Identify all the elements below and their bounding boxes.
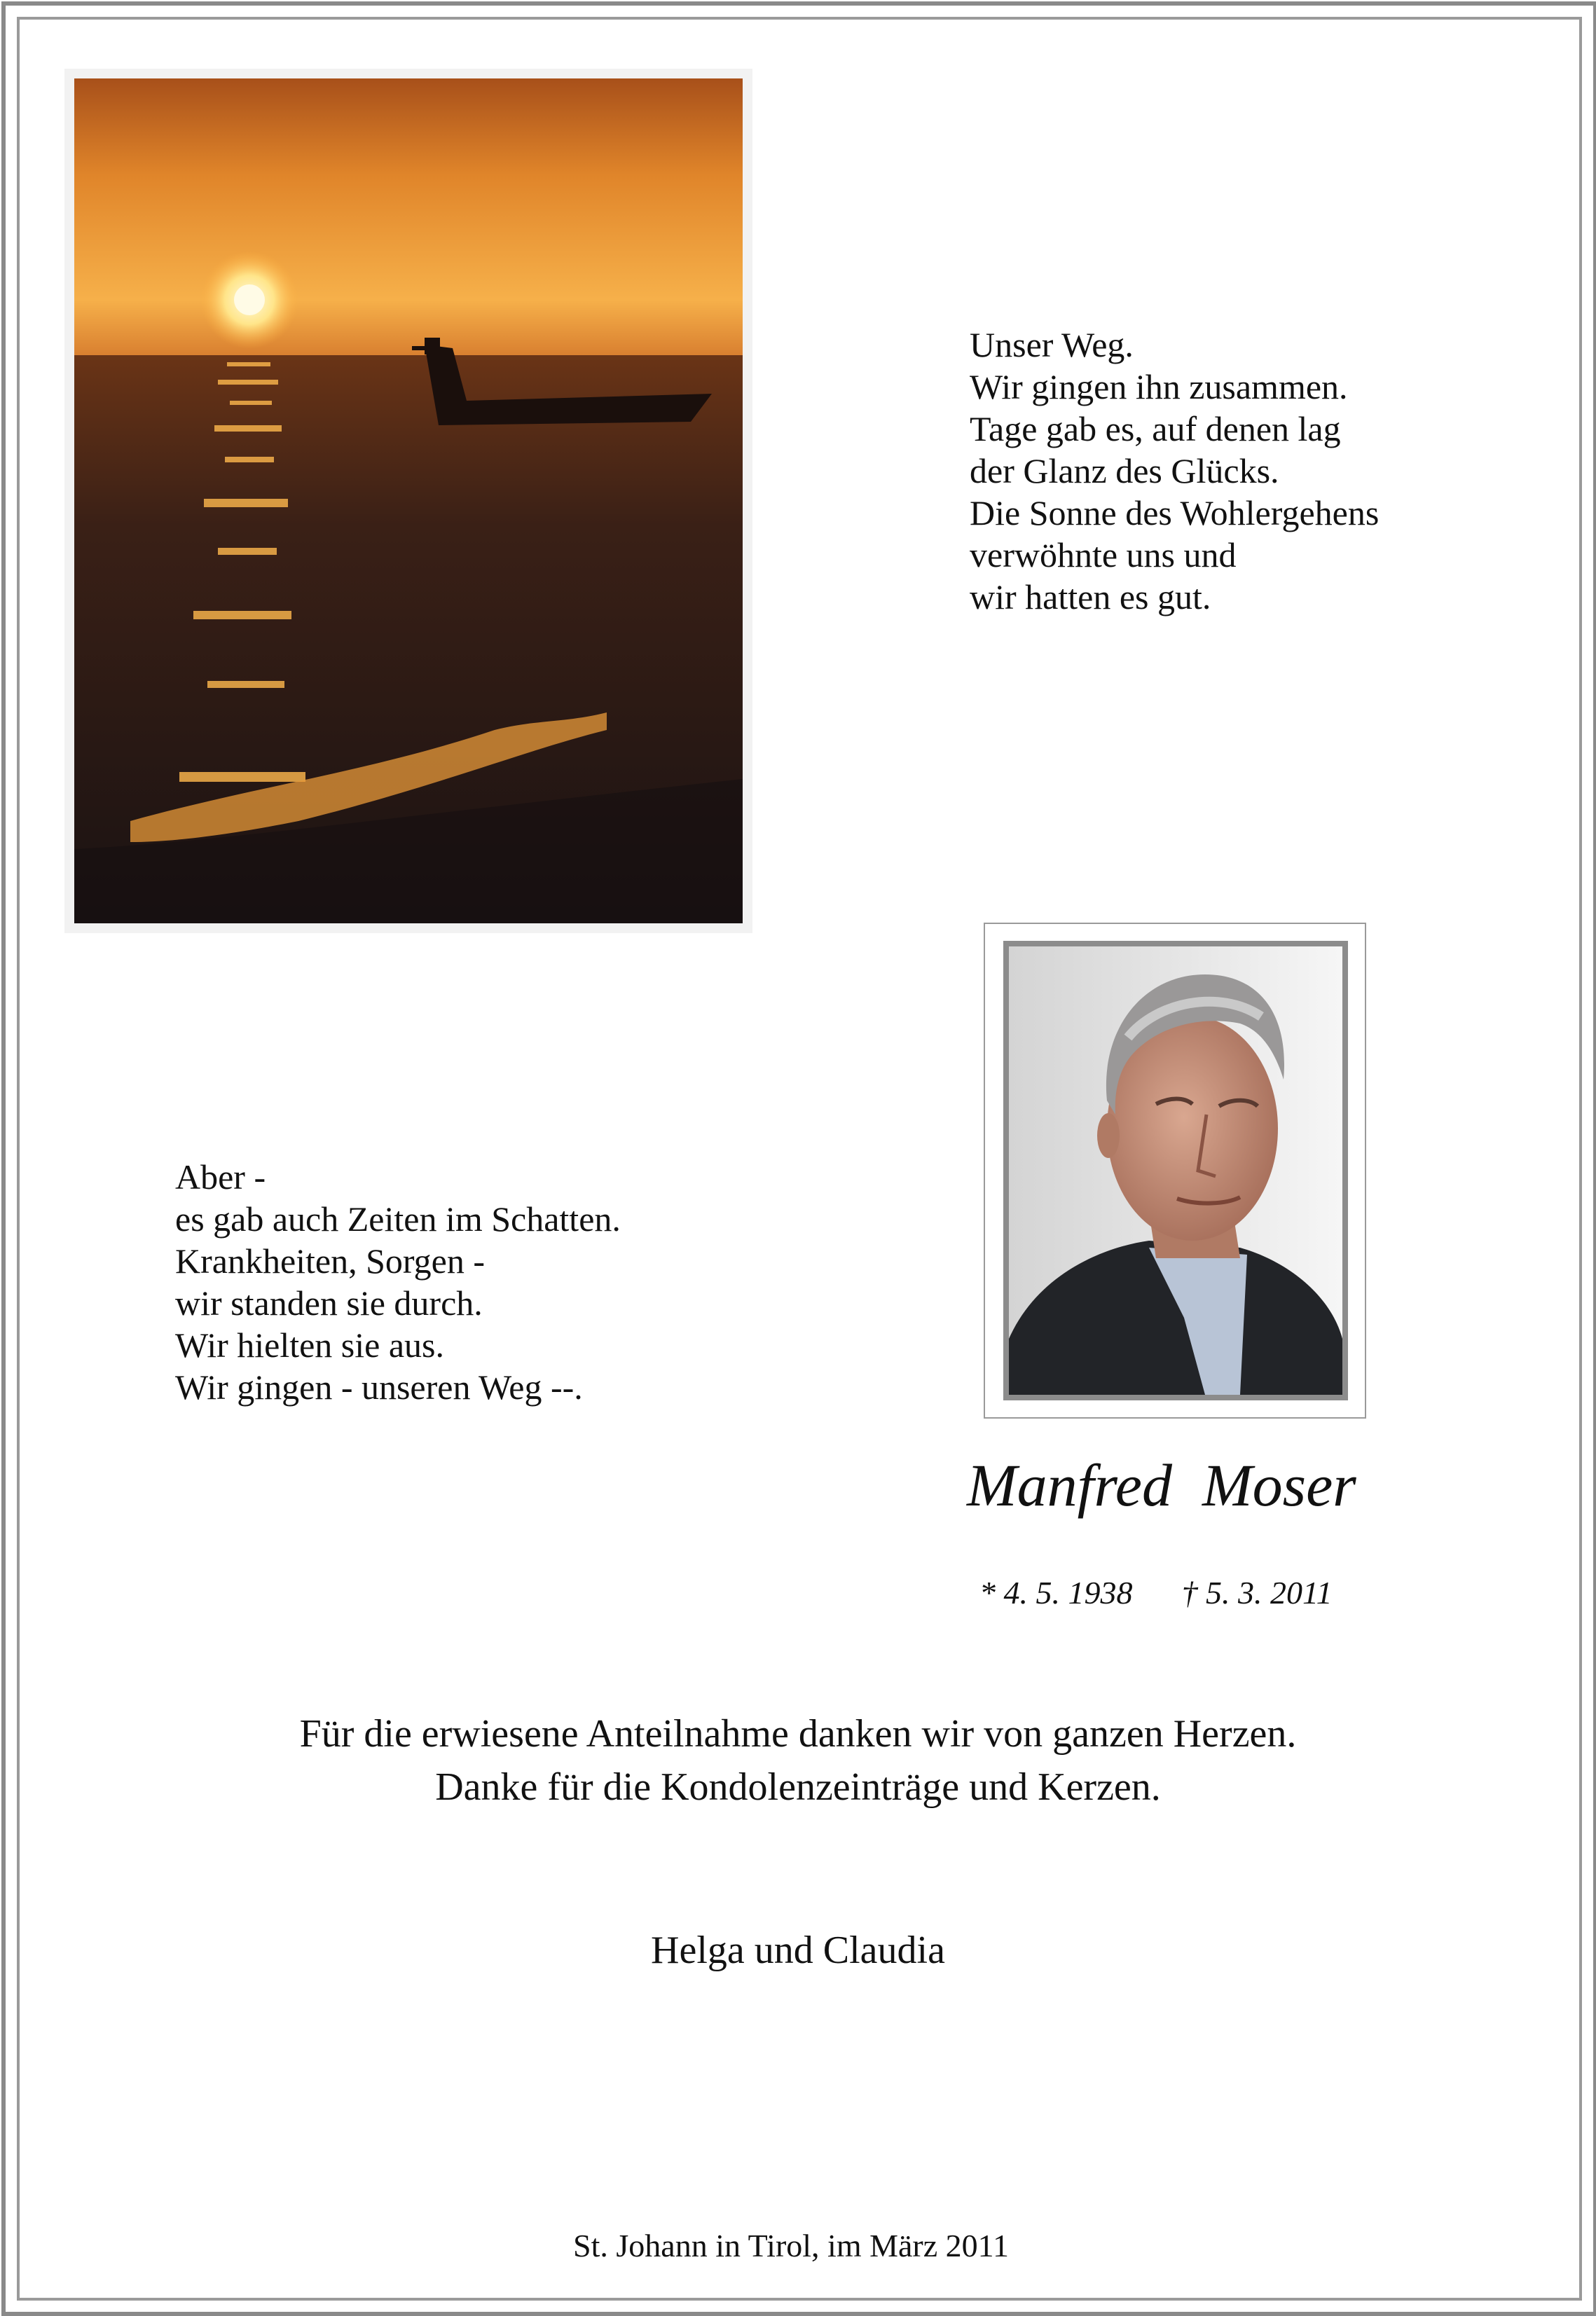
poem-line: Aber - bbox=[175, 1157, 266, 1197]
poem-line: der Glanz des Glücks. bbox=[970, 451, 1279, 490]
sunset-illustration bbox=[74, 78, 743, 923]
poem-bottom bbox=[175, 1156, 621, 1408]
poem-line: es gab auch Zeiten im Schatten. bbox=[175, 1199, 621, 1239]
portrait-frame bbox=[984, 923, 1366, 1419]
portrait-photo bbox=[1003, 941, 1348, 1400]
signers: Helga und Claudia bbox=[651, 1929, 945, 1972]
poem-line: Die Sonne des Wohlergehens bbox=[970, 493, 1380, 532]
poem-line: Unser Weg. bbox=[970, 325, 1134, 364]
life-dates bbox=[979, 1573, 1333, 1613]
poem-line: verwöhnte uns und bbox=[970, 535, 1237, 574]
thanks-line-2: Danke für die Kondolenzeinträge und Kerzen. bbox=[435, 1765, 1161, 1809]
sunset-sea-photo bbox=[74, 78, 743, 923]
death-date: † 5. 3. 2011 bbox=[1181, 1575, 1333, 1611]
portrait-illustration bbox=[1009, 946, 1342, 1395]
poem-line: wir hatten es gut. bbox=[970, 577, 1211, 616]
deceased-name: Manfred Moser bbox=[967, 1452, 1356, 1519]
birth-date: * 4. 5. 1938 bbox=[979, 1575, 1133, 1611]
poem-line: Wir hielten sie aus. bbox=[175, 1325, 444, 1365]
poem-top bbox=[970, 324, 1379, 618]
poem-line: Tage gab es, auf denen lag bbox=[970, 409, 1341, 448]
place-date: St. Johann in Tirol, im März 2011 bbox=[573, 2228, 1009, 2263]
poem-line: Wir gingen - unseren Weg --. bbox=[175, 1367, 583, 1407]
poem-line: wir standen sie durch. bbox=[175, 1283, 483, 1323]
poem-line: Wir gingen ihn zusammen. bbox=[970, 367, 1348, 406]
poem-line: Krankheiten, Sorgen - bbox=[175, 1241, 486, 1281]
sunset-photo-frame bbox=[64, 69, 752, 933]
thanks-line-1: Für die erwiesene Anteilnahme danken wir von ganzen Herzen. bbox=[299, 1712, 1297, 1756]
